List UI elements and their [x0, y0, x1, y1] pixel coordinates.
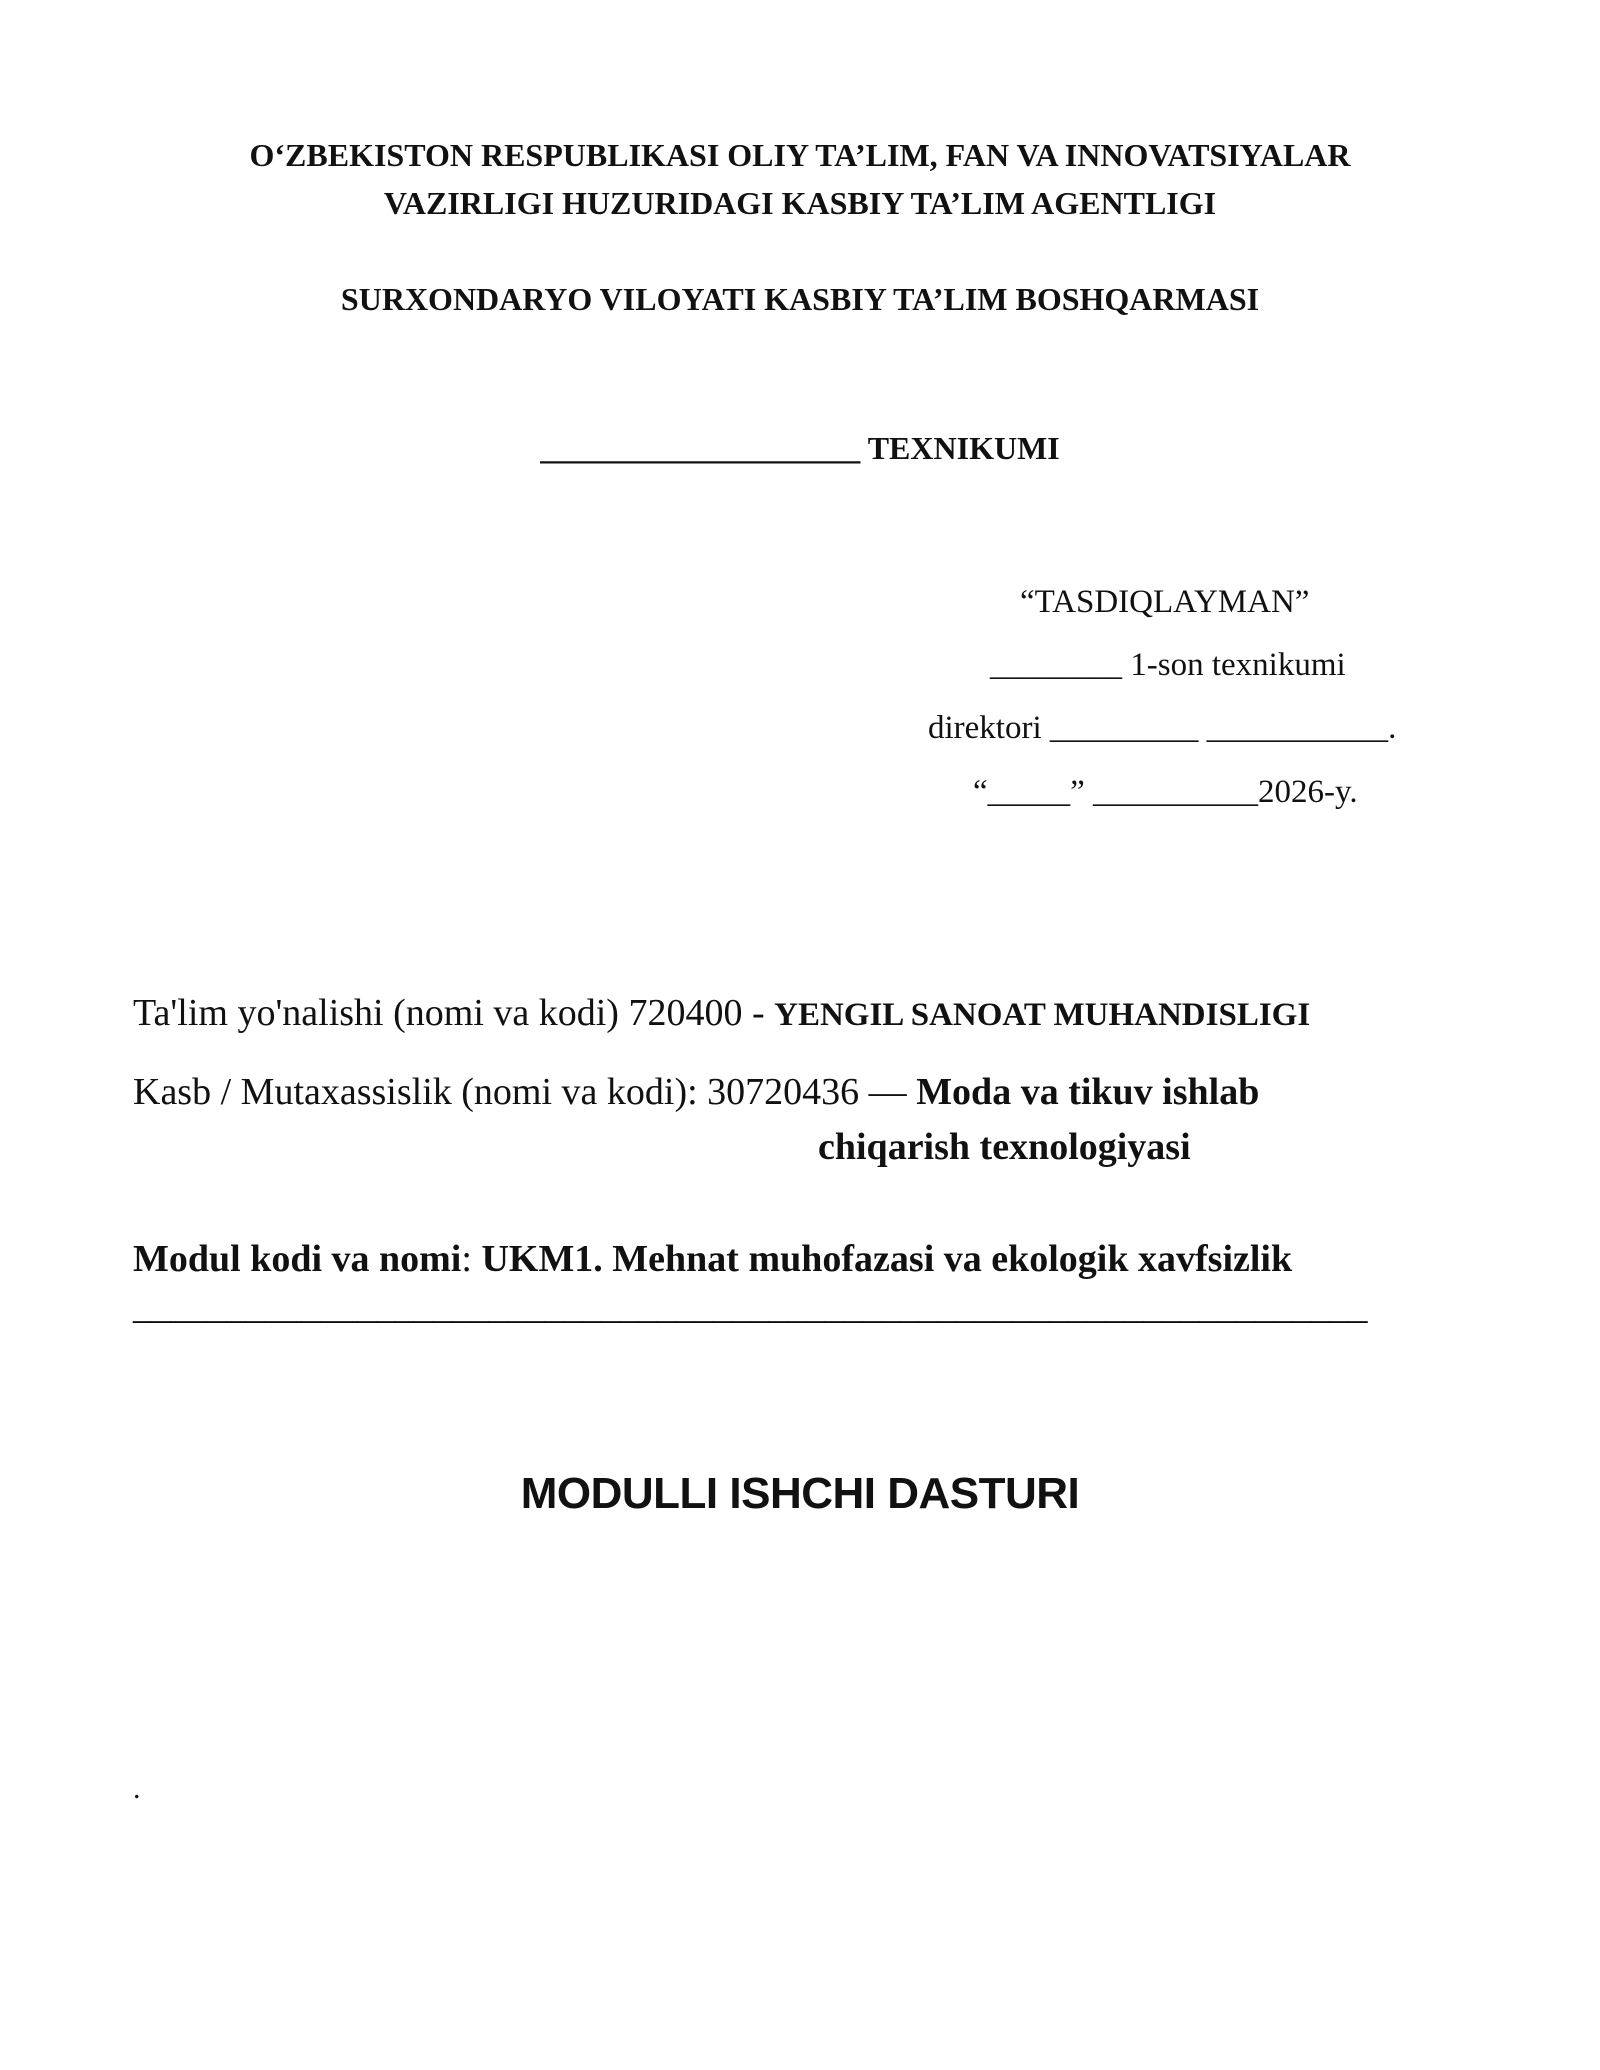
ministry-heading-line-1: O‘ZBEKISTON RESPUBLIKASI OLIY TA’LIM, FAN VA INNOVATSIYALAR: [249, 137, 1351, 173]
module-label: Modul kodi va nomi: [133, 1238, 462, 1280]
institution-word: TEXNIKUMI: [867, 430, 1060, 466]
approval-title: “TASDIQLAYMAN”: [1020, 584, 1310, 620]
ministry-heading-line-2: VAZIRLIGI HUZURIDAGI KASBIY TA’LIM AGENTLIGI: [383, 185, 1217, 221]
profession-value-line-1: Moda va tikuv ishlab: [916, 1071, 1260, 1113]
approval-line-1: ________ 1-son texnikumi: [990, 647, 1346, 683]
education-direction-value: YENGIL SANOAT MUHANDISLIGI: [774, 997, 1311, 1033]
profession-value-line-2: chiqarish texnologiyasi: [818, 1126, 1191, 1168]
profession-label: Kasb / Mutaxassislik (nomi va kodi): 30720436 —: [133, 1071, 917, 1113]
document-title: MODULLI ISHCHI DASTURI: [520, 1469, 1080, 1518]
module-code-and-name: [133, 1236, 1292, 1282]
module-value: UKM1. Mehnat muhofazasi va ekologik xavfsizlik: [481, 1238, 1293, 1280]
profession: [133, 1069, 1259, 1115]
institution-heading: [0, 424, 1600, 472]
approval-date-line: “_____” __________2026-y.: [973, 774, 1358, 810]
education-direction: [133, 990, 1310, 1038]
institution-name-blank: ____________________: [540, 430, 861, 466]
module-colon: :: [461, 1238, 482, 1280]
approval-line-2: direktori _________ ___________.: [928, 710, 1397, 746]
regional-administration-heading: SURXONDARYO VILOYATI KASBIY TA’LIM BOSHQARMASI: [340, 281, 1260, 317]
module-underline: __________________________________________________________________: [133, 1285, 1368, 1327]
education-direction-label: Ta'lim yo'nalishi (nomi va kodi) 720400 -: [133, 992, 775, 1034]
footer-dot: .: [133, 1772, 141, 1805]
